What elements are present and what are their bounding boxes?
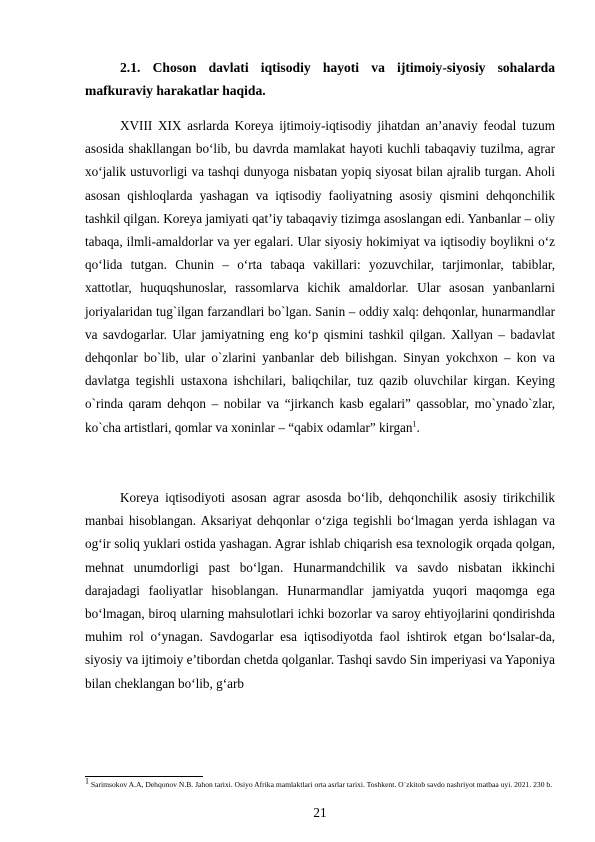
paragraph-1-text: XVIII XIX asrlarda Koreya ijtimoiy-iqtisodiy jihatdan an’anaviy feodal tuzum asosida shakllangan bo‘lib, bu davrda mamlakat hayoti kuchli tabaqaviy tuzilma, agrar xo‘jalik ustuvorligi va tashqi dunyoga nisbatan yopiq siyosat bilan ajralib turgan. Aholi asosan qishloqlarda yashagan va iqtisodiy faoliyatning asosiy qismini dehqonchilik tashkil qilgan. Koreya jamiyati qat’iy tabaqaviy tizimga asoslangan edi. Yanbanlar – oliy tabaqa, ilmli-amaldorlar va yer egalari. Ular siyosiy hokimiyat va iqtisodiy boylikni o‘z qo‘lida tutgan. Chunin – o‘rta tabaqa vakillari: yozuvchilar, tarjimonlar, tabiblar, xattotlar, huquqshunoslar, rassomlarva kichik amaldorlar. Ular asosan yanbanlarni joriyalaridan tug`ilgan farzandlari bo`lgan. Sanin – oddiy xalq: dehqonlar, hunarmandlar va savdogarlar. Ular jamiyatning eng ko‘p qismini tashkil qilgan. Xallyan – badavlat dehqonlar bo`lib, ular o`zlarini yanbanlar deb bilishgan. Sinyan yokchxon – kon va davlatga tegishli ustaxona ishchilari, baliqchilar, tuz qazib oluvchilar kirgan. Keying o`rinda qaram dehqon – nobilar va “jirkanch kasb egalari” qassoblar, mo`ynado`zlar, ko`cha artistlari, qomlar va xoninlar – “qabix odamlar” kirgan <box>85 118 555 435</box>
paragraph-economy: Koreya iqtisodiyoti asosan agrar asosda bo‘lib, dehqonchilik asosiy tirikchilik manbai hisoblangan. Aksariyat dehqonlar o‘ziga tegishli bo‘lmagan yerda ishlagan va og‘ir soliq yuklari ostida yashagan. Agrar ishlab chiqarish esa texnologik orqada qolgan, mehnat unumdorligi past bo‘lgan. Hunarmandchilik va savdo nisbatan ikkinchi darajadagi faoliyatlar hisoblangan. Hunarmandlar jamiyatda yuqori maqomga ega bo‘lmagan, biroq ularning mahsulotlari ichki bozorlar va saroy ehtiyojlarini qondirishda muhim rol o‘ynagan. Savdogarlar esa iqtisodiyotda faol ishtirok etgan bo‘lsalar-da, siyosiy va ijtimoiy e’tibordan chetda qolganlar. Tashqi savdo Sin imperiyasi va Yaponiya bilan cheklangan bo‘lib, g‘arb <box>85 490 555 691</box>
section-heading: 2.1. Choson davlati iqtisodiy hayoti va ijtimoiy-siyosiy sohalarda mafkuraviy harakatlar haqida. <box>85 60 555 98</box>
paragraph-1-end: . <box>416 419 420 435</box>
footnote <box>85 776 555 791</box>
footnote-number: 1 <box>85 776 89 786</box>
footnote-text: Sarimsokov A.A, Dehqonov N.B. Jahon tarixi. Osiyo Afrika mamlaktlari orta asrlar tarixi. Toshkent. O`zkitob savdo nashriyot matbaa uyi. 2021. 230 b. <box>89 780 553 789</box>
page-number: 21 <box>313 805 327 820</box>
footnote-divider <box>85 776 203 777</box>
paragraph-social-structure <box>85 114 555 439</box>
footnote-reference: 1 <box>412 419 417 429</box>
